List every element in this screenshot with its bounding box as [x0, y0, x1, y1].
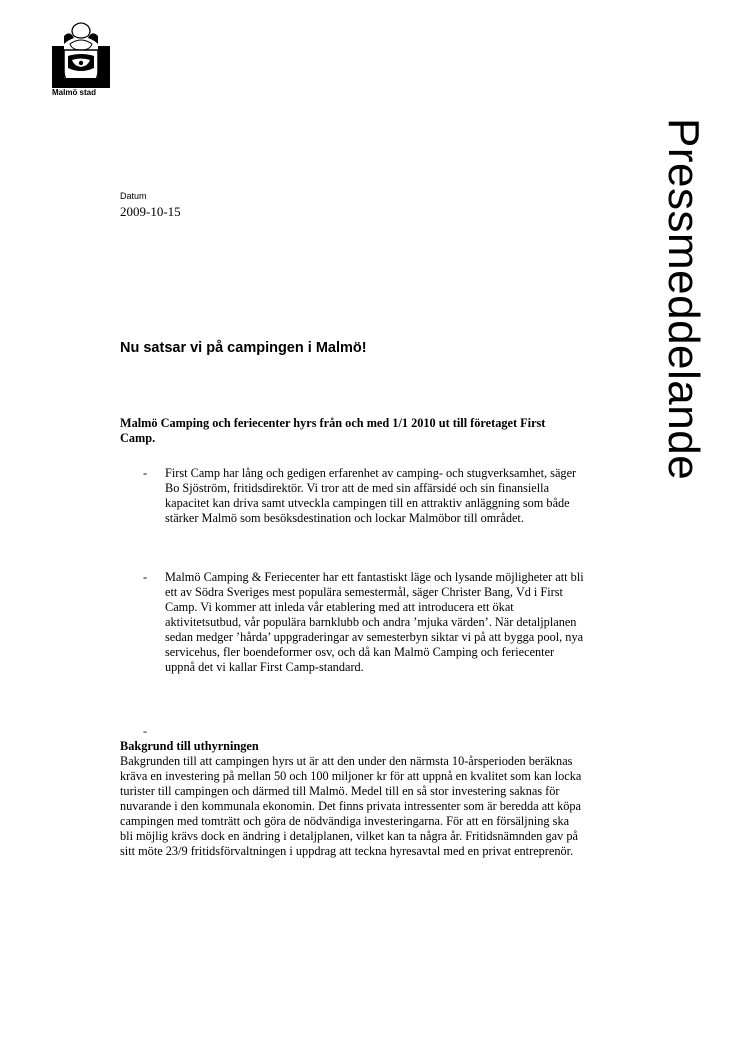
- date-value: 2009-10-15: [120, 204, 181, 219]
- background-heading: Bakgrund till uthyrningen: [120, 739, 259, 753]
- background-paragraph: Bakgrunden till att campingen hyrs ut är att den under den närmsta 10-årsperioden beräknas kräva en investering på mellan 50 och 100 miljoner kr för att uppnå en kvalitet som kan locka turister till campingen och därmed till Malmö. Medel till en så stor investering saknas för nuvarande i den kommunala ekonomin. Det finns privata intressenter som är beredda att köpa campingen med tomträtt och göra de nödvändiga investeringarna. För att en försäljning ska bli möjlig krävs dock en ändring i detaljplanen, vilket kan ta några år. Fritidsnämnden gav på sitt möte 23/9 fritidsförvaltningen i uppdrag att teckna hyresavtal med en privat entreprenör.: [120, 754, 582, 858]
- press-release-headline: Nu satsar vi på campingen i Malmö!: [120, 340, 367, 356]
- document-type-vertical-title: [655, 118, 708, 558]
- city-coat-of-arms-icon: [50, 22, 112, 88]
- bullet-dash: -: [143, 570, 148, 584]
- quote-bullet: [143, 466, 587, 526]
- bullet-dash: -: [143, 466, 148, 480]
- bullet-text: Malmö Camping & Feriecenter har ett fantastiskt läge och lysande möjligheter att bli ett av Södra Sveriges mest populära semestermål, säger Christer Bang, Vd i First Camp. Vi kommer att inleda vår etablering med att introducera ett ökat aktivitetsutbud, vår populära barnklubb och andra ’mjuka värden’. När detaljplanen sedan medger ’hårda’ uppgraderingar av semesterbyn siktar vi på att bygga pool, nya servicehus, fler boendeformer osv, och då kan Malmö Camping och feriecenter uppnå det vi kallar First Camp-standard.: [165, 570, 584, 674]
- lead-paragraph: Malmö Camping och feriecenter hyrs från och med 1/1 2010 ut till företaget First Camp.: [120, 416, 546, 445]
- bullet-text: First Camp har lång och gedigen erfarenhet av camping- och stugverksamhet, säger Bo Sjöström, fritidsdirektör. Vi tror att de med sin affärsidé och sin finansiella kapacitet kan driva samt utveckla campingen till en attraktiv anläggning som både stärker Malmö som besöksdestination och lockar Malmöbor till området.: [165, 466, 577, 525]
- logo-text: Malmö stad: [52, 88, 97, 97]
- date-label: Datum: [120, 191, 147, 201]
- side-title-text: Pressmeddelande: [659, 118, 708, 481]
- empty-bullet-dash: -: [143, 724, 147, 738]
- quote-bullet: [143, 570, 587, 675]
